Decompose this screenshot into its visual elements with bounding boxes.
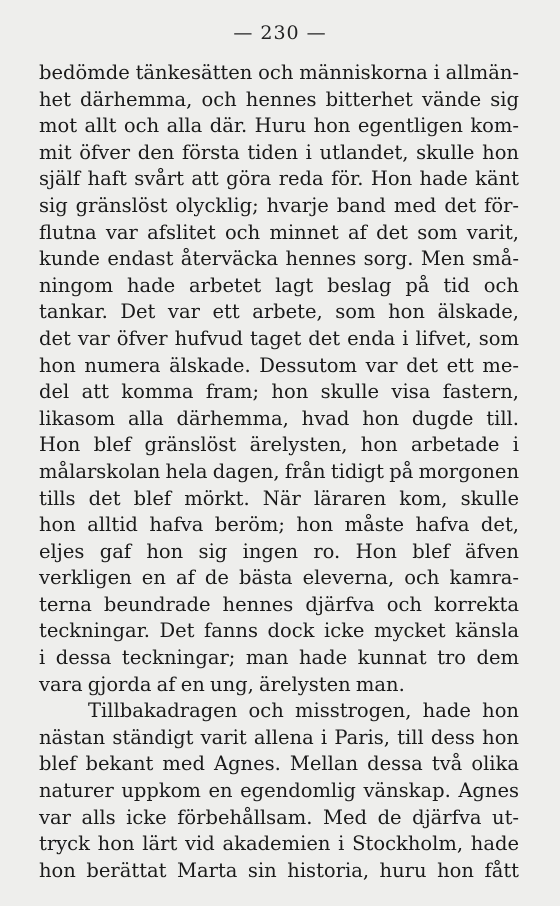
text-line: hon alltid hafva beröm; hon måste hafva det, <box>39 513 519 537</box>
text-line: kunde endast återväcka hennes sorg. Men små- <box>39 247 519 271</box>
paragraph-start-line: Tillbakadragen och misstrogen, hade hon <box>88 699 519 723</box>
text-line: hon numera älskade. Dessutom var det ett me- <box>39 353 519 377</box>
text-line: var alls icke förbehållsam. Med de djärfva ut- <box>39 805 519 829</box>
text-line: det var öfver hufvud taget det enda i lifvet, som <box>39 326 519 350</box>
text-line: verkligen en af de bästa eleverna, och kamra- <box>39 566 519 590</box>
text-line: Hon blef gränslöst ärelysten, hon arbetade i <box>39 433 519 457</box>
text-line: flutna var afslitet och minnet af det som varit, <box>39 220 519 244</box>
text-line: het därhemma, och hennes bitterhet vände sig <box>39 87 519 111</box>
text-line: hon berättat Marta sin historia, huru hon fått <box>39 858 519 882</box>
text-line: mot allt och alla där. Huru hon egentligen kom- <box>39 114 519 138</box>
text-line: målarskolan hela dagen, från tidigt på morgonen <box>39 459 519 483</box>
text-line: likasom alla därhemma, hvad hon dugde till. <box>39 406 519 430</box>
text-line: blef bekant med Agnes. Mellan dessa två olika <box>39 752 519 776</box>
text-line: sig gränslöst olycklig; hvarje band med det för- <box>39 193 519 217</box>
text-line: del att komma fram; hon skulle visa fastern, <box>39 380 519 404</box>
text-line: ningom hade arbetet lagt beslag på tid och <box>39 273 519 297</box>
text-line: i dessa teckningar; man hade kunnat tro dem <box>39 646 519 670</box>
text-line: eljes gaf hon sig ingen ro. Hon blef äfven <box>39 539 519 563</box>
text-line: mit öfver den första tiden i utlandet, skulle hon <box>39 140 519 164</box>
text-line: tills det blef mörkt. När läraren kom, skulle <box>39 486 519 510</box>
text-line: nästan ständigt varit allena i Paris, till dess hon <box>39 725 519 749</box>
text-line: naturer uppkom en egendomlig vänskap. Agnes <box>39 779 519 803</box>
text-line: bedömde tänkesätten och människorna i allmän- <box>39 61 519 84</box>
paragraph-end-line: vara gjorda af en ung, ärelysten man. <box>39 672 405 696</box>
body-text <box>39 60 519 884</box>
text-line: själf haft svårt att göra reda för. Hon hade känt <box>39 167 519 191</box>
page-number: — 230 — <box>233 22 327 44</box>
text-line: teckningar. Det fanns dock icke mycket känsla <box>39 619 519 643</box>
text-line: tryck hon lärt vid akademien i Stockholm, hade <box>39 832 519 856</box>
text-line: tankar. Det var ett arbete, som hon älskade, <box>39 300 519 324</box>
text-line: terna beundrade hennes djärfva och korrekta <box>39 592 519 616</box>
